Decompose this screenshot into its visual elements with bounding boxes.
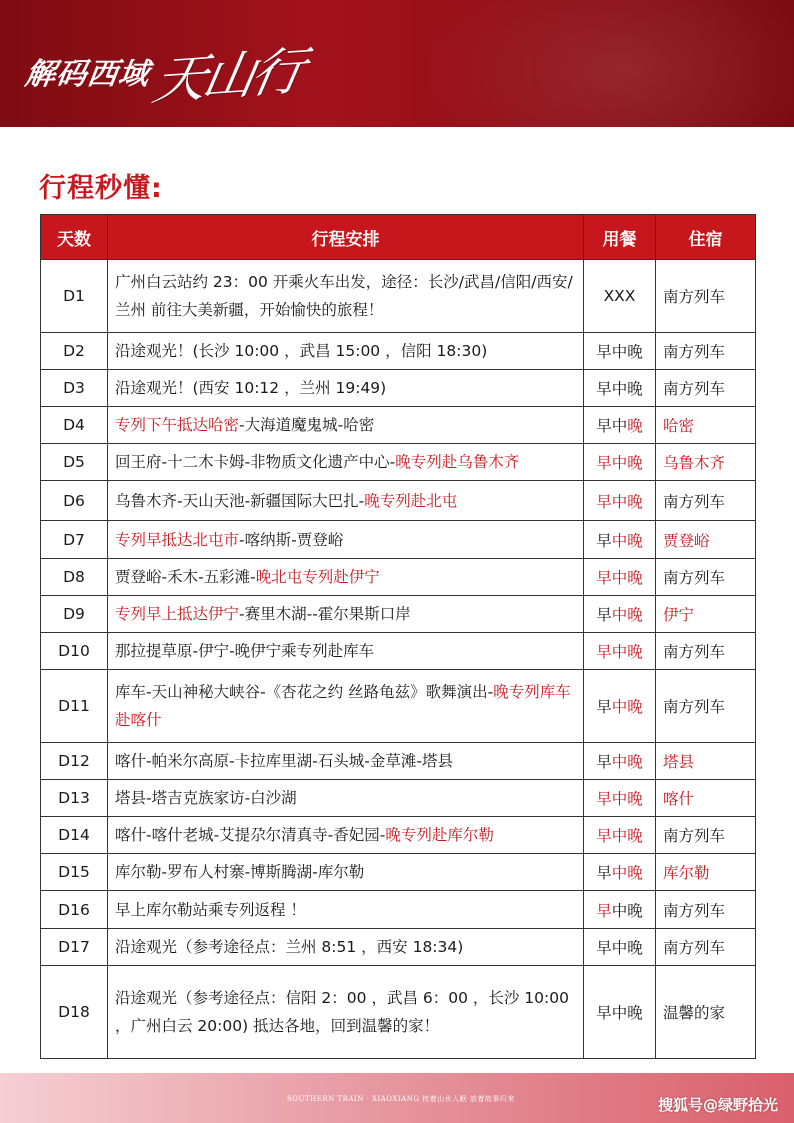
- stay-cell: [656, 743, 756, 780]
- column-header-plan: 行程安排: [108, 215, 584, 260]
- meal-cell: [584, 260, 656, 333]
- plan-text: 喀什-喀什老城-艾提尕尔清真寺-香妃园-: [115, 826, 386, 844]
- stay-cell: [656, 891, 756, 929]
- day-cell: D14: [41, 817, 108, 854]
- stay-text: 伊宁: [663, 606, 695, 624]
- plan-text: 喀什-帕米尔高原-卡拉库里湖-石头城-金草滩-塔县: [115, 752, 453, 770]
- footer-tagline: SOUTHERN TRAIN · XIAOXIANG 枕着山水入眠 放着故事归来: [287, 1095, 515, 1103]
- plan-text: -大海道魔鬼城-哈密: [239, 416, 375, 434]
- meal-cell: [584, 407, 656, 444]
- meal-text: 早中晚: [596, 1004, 643, 1022]
- day-cell: D12: [41, 743, 108, 780]
- plan-text: 晚专列库车赴喀什: [115, 683, 571, 729]
- meal-text: 早: [596, 753, 612, 771]
- meal-cell: [584, 966, 656, 1059]
- section-title: 行程秒懂:: [39, 173, 163, 204]
- meal-text: 中晚: [611, 606, 643, 624]
- day-cell: D4: [41, 407, 108, 444]
- stay-text: 南方列车: [663, 288, 726, 306]
- column-header-meal: 用餐: [584, 215, 656, 260]
- plan-cell: [108, 370, 584, 407]
- plan-cell: [108, 521, 584, 559]
- stay-cell: [656, 670, 756, 743]
- meal-text: 中晚: [611, 698, 643, 716]
- meal-text: 早中晚: [596, 492, 643, 511]
- plan-text: 专列下午抵达哈密: [115, 416, 240, 434]
- stay-cell: [656, 370, 756, 407]
- table-row: [41, 596, 756, 633]
- meal-text: 早中晚: [596, 343, 643, 361]
- stay-text: 塔县: [663, 753, 695, 771]
- stay-text: 南方列车: [663, 492, 726, 511]
- meal-cell: [584, 854, 656, 891]
- stay-text: 南方列车: [663, 939, 726, 957]
- stay-text: 贾登峪: [663, 531, 710, 550]
- meal-cell: [584, 444, 656, 481]
- meal-text: 早中: [596, 417, 628, 435]
- itinerary-body: [41, 260, 756, 1059]
- meal-text: 早中晚: [596, 643, 643, 661]
- stay-cell: [656, 633, 756, 670]
- stay-text: 南方列车: [663, 643, 726, 661]
- plan-cell: [108, 966, 584, 1059]
- day-cell: D9: [41, 596, 108, 633]
- meal-cell: [584, 370, 656, 407]
- meal-cell: [584, 817, 656, 854]
- plan-text: 沿途观光（参考途径点：兰州 8:51 ，西安 18:34): [115, 938, 464, 956]
- plan-cell: [108, 444, 584, 481]
- table-row: [41, 891, 756, 929]
- meal-text: 中晚: [611, 901, 643, 920]
- plan-cell: [108, 929, 584, 966]
- footer-band: [0, 1073, 794, 1123]
- plan-cell: [108, 891, 584, 929]
- stay-cell: [656, 780, 756, 817]
- stay-text: 喀什: [663, 790, 695, 808]
- stay-cell: [656, 817, 756, 854]
- plan-text: 晚专列赴乌鲁木齐: [395, 453, 520, 471]
- header-banner: [0, 0, 794, 127]
- column-header-stay: 住宿: [656, 215, 756, 260]
- plan-text: 回王府-十二木卡姆-非物质文化遗产中心-: [115, 453, 396, 471]
- day-cell: D10: [41, 633, 108, 670]
- stay-cell: [656, 407, 756, 444]
- stay-cell: [656, 929, 756, 966]
- meal-cell: [584, 596, 656, 633]
- meal-cell: [584, 481, 656, 521]
- stay-cell: [656, 596, 756, 633]
- table-row: [41, 633, 756, 670]
- day-cell: D17: [41, 929, 108, 966]
- meal-text: 中晚: [611, 531, 643, 550]
- brand-script-text: 天山行: [148, 41, 306, 112]
- meal-text: 中晚: [611, 753, 643, 771]
- plan-cell: [108, 743, 584, 780]
- day-cell: D3: [41, 370, 108, 407]
- stay-cell: [656, 444, 756, 481]
- stay-text: 库尔勒: [663, 864, 710, 882]
- header-sheen: [414, 0, 794, 127]
- plan-cell: [108, 633, 584, 670]
- plan-text: 库尔勒-罗布人村寨-博斯腾湖-库尔勒: [115, 863, 365, 881]
- plan-text: 贾登峪-禾木-五彩滩-: [115, 568, 256, 586]
- stay-text: 乌鲁木齐: [663, 454, 726, 472]
- meal-text: 早: [596, 531, 612, 550]
- stay-cell: [656, 854, 756, 891]
- plan-cell: [108, 854, 584, 891]
- stay-text: 哈密: [663, 417, 695, 435]
- table-row: [41, 780, 756, 817]
- meal-cell: [584, 333, 656, 370]
- plan-cell: [108, 481, 584, 521]
- itinerary-table: [40, 214, 756, 1059]
- plan-text: 沿途观光！(长沙 10:00 ，武昌 15:00 ，信阳 18:30): [115, 342, 488, 360]
- stay-cell: [656, 481, 756, 521]
- meal-cell: [584, 929, 656, 966]
- brand-logo: [23, 36, 306, 112]
- meal-text: 早: [596, 698, 612, 716]
- plan-text: 早上库尔勒站乘专列返程 ！: [115, 900, 306, 919]
- meal-text: 早中晚: [596, 939, 643, 957]
- stay-text: 温馨的家: [663, 1004, 726, 1022]
- stay-cell: [656, 260, 756, 333]
- stay-cell: [656, 521, 756, 559]
- meal-text: 早: [596, 606, 612, 624]
- plan-text: 库车-天山神秘大峡谷-《杏花之约 丝路龟兹》歌舞演出-: [115, 683, 494, 701]
- table-row: [41, 743, 756, 780]
- meal-text: 早中晚: [596, 790, 643, 808]
- meal-text: 早中晚: [596, 454, 643, 472]
- meal-text: 早中晚: [596, 380, 643, 398]
- plan-cell: [108, 596, 584, 633]
- day-cell: D18: [41, 966, 108, 1059]
- stay-text: 南方列车: [663, 380, 726, 398]
- table-row: [41, 407, 756, 444]
- meal-text: 晚: [627, 417, 643, 435]
- day-cell: D5: [41, 444, 108, 481]
- table-row: [41, 854, 756, 891]
- table-header-row: [41, 215, 756, 260]
- meal-cell: [584, 743, 656, 780]
- meal-cell: [584, 670, 656, 743]
- table-row: [41, 444, 756, 481]
- day-cell: D7: [41, 521, 108, 559]
- plan-text: 塔县-塔吉克族家访-白沙湖: [115, 789, 297, 807]
- stay-text: 南方列车: [663, 827, 726, 845]
- meal-cell: [584, 521, 656, 559]
- plan-cell: [108, 333, 584, 370]
- plan-text: 晚专列赴库尔勒: [385, 826, 494, 844]
- day-cell: D11: [41, 670, 108, 743]
- meal-text: 早中晚: [596, 569, 643, 587]
- plan-text: 专列早抵达北屯市: [115, 530, 240, 549]
- plan-cell: [108, 407, 584, 444]
- table-row: [41, 929, 756, 966]
- stay-text: 南方列车: [663, 343, 726, 361]
- meal-text: 早: [596, 901, 612, 920]
- day-cell: D16: [41, 891, 108, 929]
- meal-cell: [584, 559, 656, 596]
- stay-cell: [656, 333, 756, 370]
- stay-cell: [656, 559, 756, 596]
- plan-cell: [108, 780, 584, 817]
- plan-text: 沿途观光（参考途径点：信阳 2：00 ，武昌 6：00 ，长沙 10:00 ，广州白云 20:00) 抵达各地，回到温馨的家！: [115, 989, 569, 1035]
- table-row: [41, 481, 756, 521]
- meal-cell: [584, 633, 656, 670]
- plan-text: 乌鲁木齐-天山天池-新疆国际大巴扎-: [115, 491, 365, 510]
- stay-text: 南方列车: [663, 698, 726, 716]
- day-cell: D6: [41, 481, 108, 521]
- plan-text: 广州白云站约 23：00 开乘火车出发，途径：长沙/武昌/信阳/西安/兰州 前往大美新疆，开始愉快的旅程！: [115, 273, 573, 319]
- plan-text: 晚专列赴北屯: [364, 491, 458, 510]
- table-row: [41, 333, 756, 370]
- table-row: [41, 817, 756, 854]
- table-row: [41, 370, 756, 407]
- meal-cell: [584, 780, 656, 817]
- day-cell: D15: [41, 854, 108, 891]
- day-cell: D1: [41, 260, 108, 333]
- plan-cell: [108, 260, 584, 333]
- stay-text: 南方列车: [663, 569, 726, 587]
- day-cell: D8: [41, 559, 108, 596]
- stay-cell: [656, 966, 756, 1059]
- plan-cell: [108, 817, 584, 854]
- meal-cell: [584, 891, 656, 929]
- plan-text: 沿途观光！(西安 10:12 ，兰州 19:49): [115, 379, 387, 397]
- table-row: [41, 260, 756, 333]
- meal-text: 中晚: [611, 864, 643, 882]
- table-row: [41, 670, 756, 743]
- meal-text: 早: [596, 864, 612, 882]
- plan-text: -喀纳斯-贾登峪: [239, 530, 344, 549]
- meal-text: XXX: [603, 287, 636, 305]
- plan-cell: [108, 670, 584, 743]
- table-row: [41, 521, 756, 559]
- watermark-text: 搜狐号@绿野拾光: [657, 1096, 778, 1114]
- plan-cell: [108, 559, 584, 596]
- plan-text: 专列早上抵达伊宁: [115, 605, 240, 623]
- table-row: [41, 559, 756, 596]
- brand-main-text: 解码西域: [23, 57, 152, 92]
- column-header-day: 天数: [41, 215, 108, 260]
- table-row: [41, 966, 756, 1059]
- day-cell: D13: [41, 780, 108, 817]
- meal-text: 早中晚: [596, 827, 643, 845]
- plan-text: 那拉提草原-伊宁-晚伊宁乘专列赴库车: [115, 642, 375, 660]
- plan-text: -赛里木湖--霍尔果斯口岸: [239, 605, 411, 623]
- plan-text: 晚北屯专列赴伊宁: [255, 568, 380, 586]
- stay-text: 南方列车: [663, 901, 726, 920]
- day-cell: D2: [41, 333, 108, 370]
